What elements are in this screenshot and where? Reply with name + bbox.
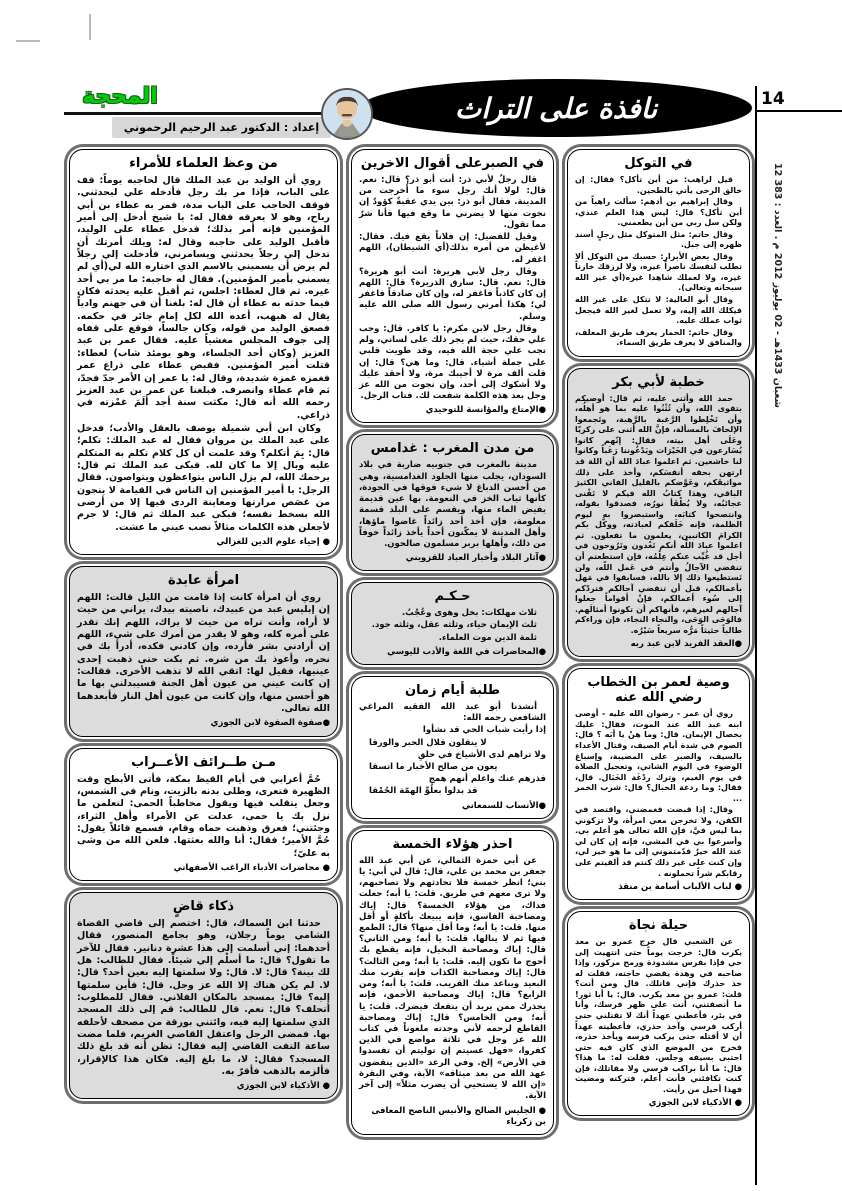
article-title: خطبة لأبي بكر [612, 374, 705, 390]
article-sabr [351, 149, 554, 423]
section-banner [360, 79, 752, 137]
paragraph: وقال حاتم: الحمار يعرف طريق المعلف، والمنافق لا يعرف طريق السماء. [575, 327, 742, 348]
source-line: ●آثار البلاد وأخبار العباد للقزويني [405, 553, 546, 564]
column-right [562, 143, 755, 1189]
source-line: ● الأذكياء لابن الجوزي [236, 1081, 330, 1092]
masthead-logo: المحجة [82, 84, 158, 109]
page-number: 14 [761, 89, 785, 109]
crop-mark [89, 14, 91, 40]
paragraph: روي أن الوليد بن عبد الملك قال لحاجبه يوماً: قف على الباب، فإذا مر بك رجل فأدخله علي ليحدثني. فوقف الحاجب على الباب مدة، فمر به عطاء بن أبي رباح، وهو لا يعرفه فقال له: يا شيخ أدخل إلى أمير المؤمنين فإنه أمر بذلك؛ فدخل عطاء على الوليد، فأقبل الوليد على حاجبه وقال له: ويلك أمرتك أن تدخل إلي رجلاً يحدثني ويسامرني، فأدخلت إلي رجلاً لم يرض أن يسميني بالاسم الذي اختاره الله لي(أي لم يسمني بأمير المؤمنين). فقال له حاجبه: ما مر بي أحد غيره. ثم قال لعطاء: اجلس، ثم أقبل عليه يحدثه فكان فيما حدثه به عطاء أن قال له: بلغنا أن في جهنم وادياً يقال له هبهب، أعده الله لكل إمام جائر في حكمه. فصعق الوليد من قوله، وكان جالساً، فوقع على قفاه إلى جوف المجلس مغشياً عليه. فقال عمر بن عبد العزيز (وكان أحد الجلساء، وهو يومئذ شاب) لعطاء: قتلت أمير المؤمنين. فقبض عطاء على ذراع عمر فغمزه غمزة شديدة، وقال له: يا عمر إن الأمر جدّ فجدّ، ثم قام عطاء وانصرف. فبلغنا عن عمر بن عبد العزيز رحمه الله أنه قال: مكثت سنة أجد ألَمَ غمْزته في ذراعي. [77, 175, 330, 421]
section-title: نافذة على التراث [454, 91, 658, 125]
source-line: ● لباب الألباب أسامة بن منقذ [618, 882, 742, 893]
article-title: حيلة نجاة [628, 918, 689, 934]
article-title: طلبة أيام زمان [404, 682, 501, 698]
paragraph: وقال: إذا قبضت فغمضني، واقتصد في الكفن، ولا تخرجن معي امرأة، ولا تزكوني بما ليس فيَّ، فإن الله تعالى هو أعلم بي. وأسرعوا بي في المشي، فإنه إن كان لي عند الله خيرٌ قدّمتموني إلى ما هو خير لي، وإن كنت على غير ذلك كنتم قد ألقيتم على رقابكم شراً تحملونه . [575, 805, 742, 878]
paragraph: ثلمة الدين موت العلماء. [438, 632, 537, 643]
paragraph: حدثنا ابن السماك، قال: اختصم إلى قاضي القضاة الشامي يوماً رجلان، وهو بجامع المنصور، فقال أحدهما: إني أسلمت إلى هذا عشرة دنانير. فقال للآخر ما تقول؟ قال: ما أسلْم إلي شيئاً. فقال للطالب: هل لك بينة؟ قال: لا. قال: ولا سلمتها إليه بعين أحد؟ قال: لا. لم يكن هناك إلا الله عز وجل. قال: فأين سلمتها إليه؟ قال: بمسجد بالمكان الفلاني. فقال للمطلوب: أتحلف؟ قال: نعم. قال للطالب: قم إلى ذلك المسجد الذي سلمتها إليه فيه، وائتني بورقة من مصحف لأحلفه بها. فمضى الرجل واعتقل القاضي الغريم، فلما مضت ساعة التفت القاضي إليه فقال: تظن أنه قد بلغ ذلك المسجد؟ فقال: لا، ما بلغ إليه. فكان هذا كالإقرار، فألزمه بالذهب فأقرّ به. [77, 917, 330, 1078]
article-body [575, 175, 742, 349]
article-ghadamis [351, 434, 554, 571]
article-body [359, 608, 546, 644]
paragraph: وقال إبراهيم بن أدهم: سألت راهباً من أين تأكل؟ قال: ليس هذا العلم عندي، ولكن سل ربي من أين يطعمني. [575, 197, 742, 228]
article-title: احذر هؤلاء الخمسة [392, 836, 513, 852]
article-title: في الصبرعلى أقوال الاخرين [360, 156, 545, 171]
article-dhaka-qadi [69, 892, 338, 1100]
paragraph: وقال رجل لابن مكرم: يا كافر. قال: وجب علي حقك، حيث لم يجر ذلك على لساني، ولم تجب علي حجة الله فيه، وقد طويت قلبي على جملة أشياء. قال: وما هي؟ قال: إن قلت ألف مرة لا أجيبك مرة، ولا أحقد عليك ولا أشكوك إلى أحد، وإن نجوت من الله عز وجل بعد هذه الكلمة شفعت لك. فتاب الرجل. [359, 323, 546, 402]
column-middle [346, 143, 559, 1189]
article-body [359, 856, 546, 1103]
paragraph: قيل لراهب: من أين تأكل؟ فقال: إن خالق الرحى يأتي بالطحين. [575, 175, 742, 195]
article-body [77, 592, 330, 715]
article-imraa-aabida [69, 566, 338, 736]
paragraph: لا ينقلون قلال الحبر والورقا [369, 737, 487, 748]
article-body [77, 918, 330, 1078]
article-body [359, 702, 546, 724]
columns-area [64, 143, 755, 1189]
masthead-rule [64, 112, 331, 115]
paragraph: وقال أبو العالية: لا تتكل على غير الله فيكلك الله إليه، ولا تعمل لغير الله فيجعل ثواب عملك عليه. [575, 295, 742, 326]
paragraph: حُمَّ أعرابي في أيام القيظ بمكة، فأتى الأبطح وقت الظهيرة فتعرى، وطلى بدنه بالزيت، ونام في الشمس، وجعل يتقلب فيها ويقول مخاطباً الحمى: لتعلمن ما نزل بك يا حمى، عدلت عن الأمراء وأهل الثراء، وجئتني؛ فعرق وذهبت حماه وقام، فسمع قائلاً يقول: حُمَّ الأمير؛ فقال: أنا والله بعثتها. فلعن الله من وشى به عليّ؛ [77, 773, 330, 859]
article-title: حـكـم [434, 589, 471, 605]
paragraph: عن أبي حمزة الثمالي، عن أبي عبد الله جعفر بن محمد بن علي، قال: قال لي أبي: يا بني؛ انظر خمسة فلا تحادثهم ولا تصاحبهم، ولا ترى معهم في طريق. قلت: يا أبه؛ جعلت فداك، من هؤلاء الخمسة؟ قال: إياك ومصاحبة الفاسق، فإنه يبيعك بأكلةٍ أو أقل منها. قلت: يا أبه؛ وما أقل منها؟ قال: الطمع فيها ثم لا ينالها. قلت: يا أبه؛ ومن الثاني؟ قال: إياك ومصاحبة البخيل، فإنه يقطع بك أحوج ما تكون إليه. قلت: يا أبه؛ ومن الثالث؟ قال: إياك ومصاحبة الكذاب فإنه يقرب منك البعيد ويباعد منك القريب. قلت: يا أبه؛ ومن الرابع؟ قال: إياك ومصاحبة الأحمق، فإنه يحذرك ممن يريد أن ينفعك فيضرك. قلت: يا أبه؛ ومن الخامس؟ قال: إياك ومصاحبة القاطع لرحمه لأني وجدته ملعوناً في كتاب الله عز وجل في ثلاثة مواضع في الذين كفروا، «فهل عسيتم إن توليتم أن تفسدوا في الأرض» إلخ. وفي الرعد «الذين ينقضون عهد الله من بعد ميثاقه» الآية، وفي البقرة «إن الله لا يستحيي أن يضرب مثلاً» إلى آخر الآية. [359, 855, 546, 1102]
article-body [359, 175, 546, 402]
article-title: من مدن المغرب : غدامس [370, 441, 535, 457]
article-wasiyya-umar [567, 668, 750, 900]
paragraph: وقيل للفضيل: إن فلاناً يقع فيك. فقال: لأغيظن من أمره بذلك(أي الشيطان)، اللهم اغفر له. [359, 232, 546, 265]
article-tawakkul [567, 149, 750, 357]
paragraph: فذرهم عنك واعلم أنهم همج [428, 774, 546, 785]
source-line: ●الإمتاع والمؤانسة للتوحيدي [425, 405, 546, 416]
article-title: مـن طــرائف الأعــراب [131, 754, 276, 770]
source-line: ● الأذكياء لابن الجوزي [648, 1098, 742, 1109]
article-taraif-aarab [69, 748, 338, 881]
paragraph: حمد الله وأثنى عليه، ثم قال: أوصيكم بتقوى الله، وأن تُثْنُوا عليه بما هو أهلُه، وأن تَخْلِطوا الرَّغبة بالرَّهبة، وتَجمعوا الإلحافَ بالمسألة، فإنَّ الله أثنى على زكريّا وعَلَى أهل بيته، فقال: إنّهم كانوا يُسَارعون في الخَيْرَات ويَدْعُوننا رَغَباً وكانوا لنا خاشعين. ثم اعلموا عبادَ اللهَ أن اللهَ قد ارتهن بحقه أنفسَكم، وأخذ على ذلك مواثيقَكم، وعَوَّضكم بالقليل الفاني الكثيرَ الباقي، وهذا كتابُ الله فيكم لا تَفْنى عجائبُه، ولا يُطْفَأ نورُه، فصدقوا بقوله، وانتصحوا كتابَه، واستبصروا به ليوم الظلمة، فإنه خَلَقكم لعبادته، ووكَّل بكم الكرامَ الكاتبين، يعلمون ما تفعلون. ثم اعلموا عبادَ اللّه أنكم تَغْدون وتَرُوحون في أجل قد غُيِّب عنكم عِلْمُه، فإن استطعتم أن تنقضي الآجالُ وأنتم في عَمل اللّه، ولن تَستطيعوا ذلك إلا بالله، فسابقوا في مَهل بأعمالكم، قبل أن تنقضي آجالكم فتردّكم إلى سُوء أعمالكم، فإنْ أقواماً جعلوا آجالهم لغيرهم، فأنهاكم أن تكونوا أمثالَهم. فالوَحَى الوَحَى، والنجاء النجاء، فإن وراءكم طالباً حثيثاً مَرُّه سريعاً سَيْرُه. [575, 393, 742, 635]
article-body [359, 460, 546, 550]
column-left [64, 143, 343, 1189]
page-edge-rule [755, 86, 757, 1185]
article-waaz-ulama [69, 149, 338, 555]
paragraph: روي أن عمر - رضوان الله عليه - أوصى ابنه عبد الله عند الموت، فقال: عليك بخصال الإيمان. قال: وما هنْ يا أبَه ؟ قال: الصوم في شدة أيام الصيف، وقتال الأعداء بالسيف، والصبر على المصيبة، وإسباغ الوضوء في اليوم الشاتي، وتعجيل الصلاة في يوم الغيم، وترك ردْغَة الخَبَال. قال، فقال: وما ردغة الخبال؟ قال: شرب الخمر ... [575, 709, 742, 803]
paragraph: وكان ابن أبي شميلة يوصف بالعقل والأدب؛ فدخل على عبد الملك بن مروان فقال له عبد الملك: تكلم؛ قال: بِمَ أتكلم؟ وقد علمت أن كل كلام تكلم به المتكلم عليه وبال إلا ما كان لله. فبكى عبد الملك ثم قال: يرحمك الله، لم يزل الناس يتواعظون ويتواصون. فقال الرجل: يا أمير المؤمنين إن الناس في القيامة لا ينجون من غصَص مرارتها ومعاينة الردى فيها إلا من أرضى الله بسخط نفسه؛ فبكى عبد الملك ثم قال: لا جرم لأجعلن هذه الكلمات مثالاً نصب عيني ما عشت. [77, 422, 330, 533]
paragraph: ثلاث مهلكات: بخل وهوى وعُجْبُ. [401, 608, 537, 619]
article-poem [359, 725, 546, 797]
prepared-by-label: إعداد : الدكتور عبد الرحيم الرحموني [112, 117, 331, 138]
article-body [77, 774, 330, 860]
paragraph: قد بدلوا بعلُوِّ الهمّة الحُمْقا [369, 786, 478, 797]
edition-date-line: 12 شعبان 1433هـ - 02 يوليوز 2012 م . العدد : 383 [772, 163, 783, 408]
article-title: من وعظ العلماء للأمراء [129, 156, 278, 171]
page-edge-tick [755, 110, 842, 112]
article-heelat-najat [567, 911, 750, 1116]
paragraph: وقال حاتم: مثل المتوكل مثل رجلٍ أسند ظهره إلى جبل. [575, 229, 742, 250]
source-line: ●المحاضرات في اللغة والأدب لليوسي [387, 646, 546, 657]
article-body [575, 937, 742, 1095]
article-ihdhar-khamsa [351, 830, 554, 1135]
source-line: ●الأنساب للسمعاني [462, 800, 546, 811]
paragraph: وقال بعض الأبرار: حسبك من التوكل ألا تطلب لنفسك ناصراً غيره، ولا لرزقك خازناً غيره، ولا لعملك شاهدا غيره(أي غير الله سبحانه وتعالى). [575, 251, 742, 293]
article-body [77, 175, 330, 534]
article-body [575, 709, 742, 879]
source-line: ● محاضرات الأدباء الراغب الأصفهاني [173, 862, 330, 873]
source-line: ● إحياء علوم الدين للغزالي [216, 536, 330, 547]
article-title: وصية لعمر بن الخطاب رضي الله عنه [587, 675, 730, 706]
source-line: ●صفوة الصفوة لابن الجوزي [210, 718, 330, 729]
paragraph: ولا تراهم لدى الأشياخ في حلقِ [417, 749, 546, 760]
paragraph: مدينة بالمغرب في جنوبيه ضاربة في بلاد السودان، يجلب منها الجلود الغدامسية، وهي من أحسن الدباغ لا شيء فوقها في الجودة، كأنها ثياب الخز في النعومة. بها عين قديمة يفيض الماء منها، ويقسم على البلد قسمة معلومة، فإن أخذ أحد زائداً غاضوا ماؤها، وأهل المدينة لا يمكّنون أحداً يأخذ زائداً خوفاً من ذلك، وأهلها بربر مسلمون صالحون. [359, 460, 546, 549]
person-portrait-icon [323, 90, 371, 138]
article-khutba-abu-bakr [567, 368, 750, 658]
article-title: ذكاء قاضٍ [172, 898, 235, 914]
crop-mark [16, 40, 40, 42]
article-body [575, 394, 742, 637]
article-hikam [351, 582, 554, 665]
paragraph: قال رجلٌ لأبي ذر: أنت أبو ذر؟ قال: نعم. قال: لولا أنك رجل سوء ما أُخرجت من المدينة. فقال أبو ذر: بين يدي عقبةٌ كؤودٌ إن نجوت منها لا يضرني ما وقع فيها فأنا شرٌ مما تقول. [359, 175, 546, 230]
article-talaba [351, 676, 554, 819]
source-line: ●العقد الفريد لابن عبد ربه [630, 639, 742, 650]
paragraph: وقال رجل لأبي هريرة: أنت أبو هريرة؟ قال: نعم. قال: سارق الذريرة؟ قال: اللهم إن كان كاذباً فاغفر له، وإن كان صادقاً فاغفر لي؛ هكذا أمرني رسول الله صلى الله عليه وسلم. [359, 266, 546, 322]
paragraph: إذا رأيت شباب الحي قد نشأوا [422, 725, 546, 736]
paragraph: ثلث الإيمان حياء، وثلثه عقل، وثلثه جود. [371, 620, 537, 631]
paragraph: عن الشعبي قال خرج عمرو بن معد يكرب قال: خرجت يوماً حتى انتهيت إلى حي فإذا بفرس مشدودة ورمح مركوز، وإذا صاحبه في وهدة يقضي حاجته، فقلت له خذ حذرك فإني قاتلك. قال ومن أنت؟ قلت: عمرو بن معد يكرب. قال: يا أبا ثور! ما أنصفتني، أنت على ظهر فرسك، وأنا في بئر، فأعطني عهداً أنك لا تقتلني حتى أركب فرسي وآخذ حذري، فأعطيته عهداً أن لا أقتله حتى يركب فرسه ويأخذ حذره، فخرج من الموضع الذي كان فيه حتى احتبى بسيفه وجلس. فقلت له: ما هذا؟ قال: ما أنا براكب فرسي ولا مقاتلك، فإن كنت تكافئني فأنت أعلم. فتركته ومضيت فهذا أحيل من رأيت. [575, 937, 742, 1094]
paragraph: يعون من صالح الأخبار ما اتسقا [369, 762, 498, 773]
article-title: امرأة عابدة [167, 573, 240, 589]
paragraph: روي أن امرأة كانت إذا قامت من الليل قالت: اللهم إن إبليس عبد من عبيدك، ناصيته بيدك، يراني من حيث لا أراه، وأنت تراه من حيث لا يراك، اللهم إنك تقدر على أمره كله، وهو لا يقدر من أمرك على شيء، اللهم إن أرادني بشر فأرده، وإن كادني فكده، أدرأ بك في نحره، وأعوذ بك من شره. ثم بكت حتى ذهبت إحدى عينيها، فقيل لها: اتقي الله لا تذهب الأخرى. فقالت: إن كانت عيني من عيون أهل الجنة فسيبدلني بها ما هو أحسن منها، وإن كانت من عيون أهل النار فأبعدهما الله تعالى. [77, 592, 330, 715]
paragraph: أنشدنا أبو عبد الله الفقيه المراغي الشافعي رحمه الله: [359, 701, 546, 724]
article-title: في التوكل [624, 156, 693, 171]
source-line: ● الجليس الصالح والأنيس الناصح المعافى بن زكرياء [371, 1105, 546, 1127]
author-photo [321, 88, 373, 140]
